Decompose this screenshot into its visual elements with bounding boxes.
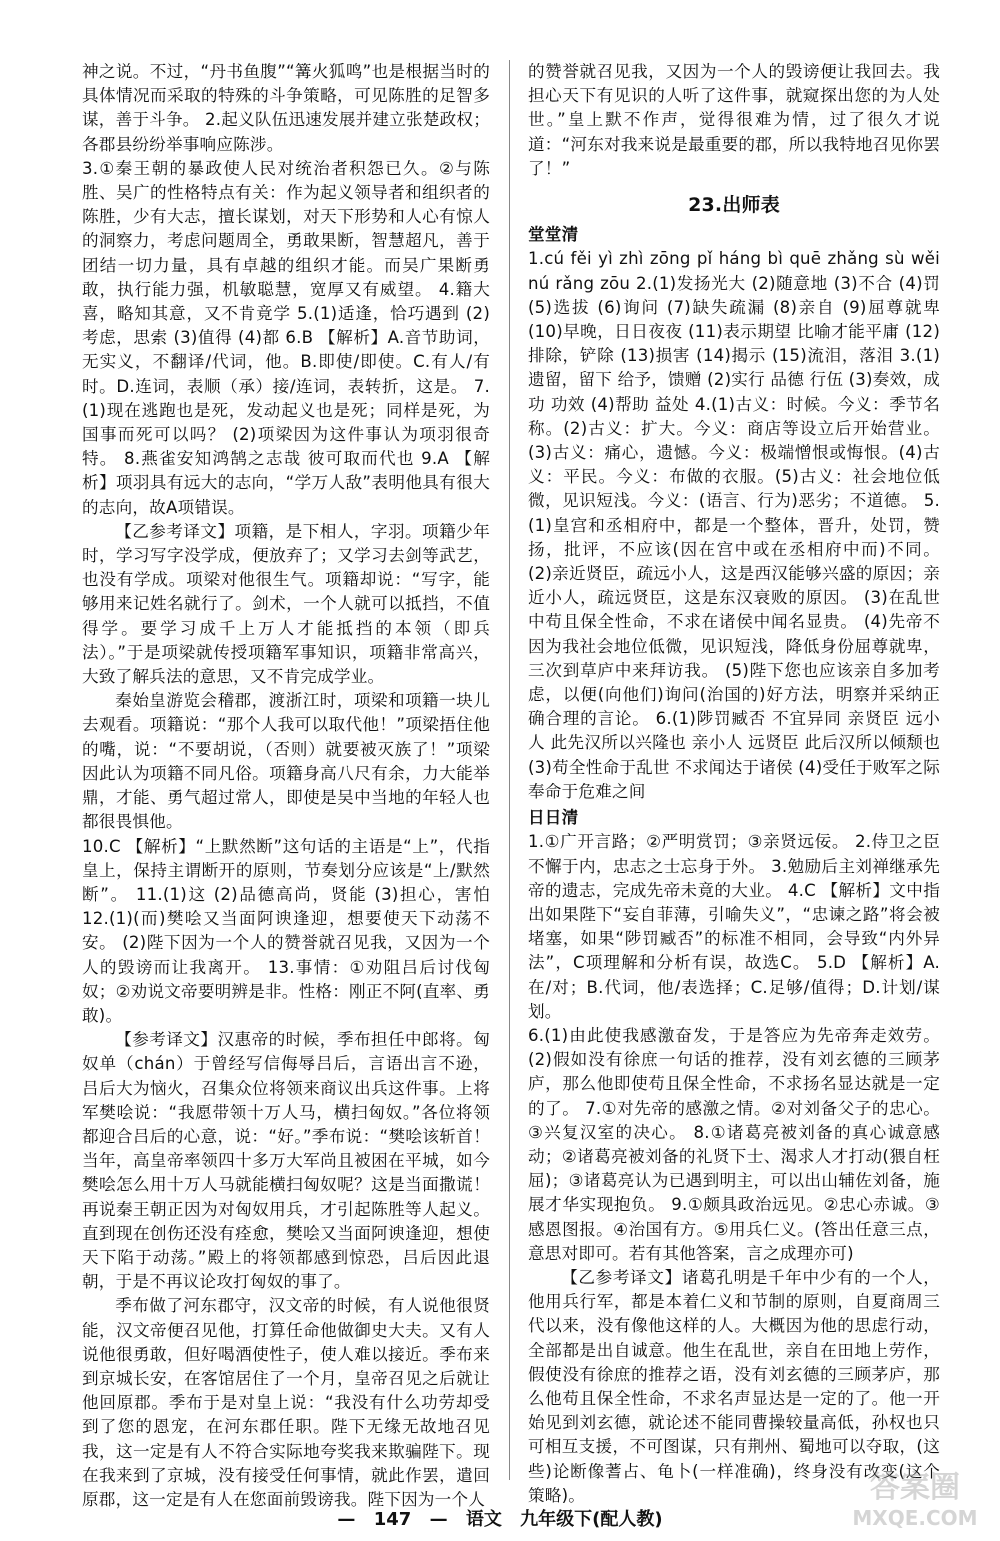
left-column <box>82 60 490 1512</box>
footer-dash: — <box>337 1509 356 1530</box>
section-paragraph: 6.(1)由此使我感激奋发，于是答应为先帝奔走效劳。 (2)假如没有徐庶一句话的推荐，没有刘玄德的三顾茅庐，那么他即使苟且保全性命，不求扬名显达就是一定的了。 7.①对先帝的感激之情。②对刘备父子的忠心。③兴复汉室的决心。 8.①诸葛亮被刘备的真心诚意感动；②诸葛亮被刘备的礼贤下士、渴求人才打动(猥自枉屈)；③诸葛亮认为已遇到明主，可以出山辅佐刘备，施展才华实现抱负。 9.①颇具政治远见。②忠心赤诚。③感恩图报。④治国有方。⑤用兵仁义。(答出任意三点，意思对即可。若有其他答案，言之成理亦可) <box>528 1025 940 1263</box>
left-paragraph: 【乙参考译文】项籍，是下相人，字羽。项籍少年时，学习写字没学成，便放弃了；又学习去剑等武艺，也没有学成。项梁对他很生气。项籍却说：“写字，能够用来记姓名就行了。剑术，一个人就可以抵挡，不值得学。要学习成千上万人才能抵挡的本领（即兵法）。”于是项梁就传授项籍军事知识，项籍非常高兴，大致了解兵法的意思，又不肯完成学业。 <box>82 521 490 687</box>
page-number: 147 <box>373 1509 412 1530</box>
watermark-logo <box>840 1461 990 1533</box>
left-paragraph: 季布做了河东郡守，汉文帝的时候，有人说他很贤能，汉文帝便召见他，打算任命他做御史大夫。又有人说他很勇敢，但好喝酒使性子，使人难以接近。季布来到京城长安，在客馆居住了一个月，皇帝召见之后就让他回原郡。季布于是对皇上说：“我没有什么功劳却受到了您的恩宠，在河东郡任职。陛下无缘无故地召见我，这一定是有人不符合实际地夸奖我来欺骗陛下。现在我来到了京城，没有接受任何事情，就此作罢，遣回原郡，这一定是有人在您面前毁谤我。陛下因为一个人 <box>82 1296 490 1509</box>
left-paragraph: 10.C 【解析】“上默然断”这句话的主语是“上”，代指皇上，保持主谓断开的原则，节奏划分应该是“上/默然断”。 11.(1)这 (2)品德高尚，贤能 (3)担心，害怕 12.(1)(而)樊哙又当面阿谀逢迎，想要使天下动荡不安。 (2)陛下因为一个人的赞誉就召见我，又因为一个人的毁谤而让我离开。 13.事情：①劝阻吕后讨伐匈奴；②劝说文帝要明辨是非。性格：刚正不阿(直率、勇敢)。 <box>82 836 491 1025</box>
lesson-title: 23.出师表 <box>688 194 780 217</box>
section-heading-ririqing: 日日清 <box>528 808 579 828</box>
left-paragraph: 3.①秦王朝的暴政使人民对统治者积怨已久。②与陈胜、吴广的性格特点有关：作为起义领导者和组织者的陈胜，少有大志，擅长谋划，对天下形势和人心有惊人的洞察力，考虑问题周全，勇敢果断，智慧超凡，善于团结一切力量，具有卓越的组织才能。而吴广果断勇敢，执行能力强，机敏聪慧，宽厚又有威望。 4.籍大喜，略知其意，又不肯竟学 5.(1)适逢，恰巧遇到 (2)考虑，思索 (3)值得 (4)都 6.B 【解析】A.音节助词，无实义，不翻译/代词，他。B.即使/即使。C.有人/有时。D.连词，表顺（承）接/连词，表转折，这是。 7.(1)现在逃跑也是死，发动起义也是死；同样是死，为国事而死可以吗？ (2)项梁因为这件事认为项羽很奇特。 8.燕雀安知鸿鹄之志哉 彼可取而代也 9.A 【解析】项羽具有远大的志向，“学万人敌”表明他具有很大的志向，故A项错误。 <box>82 158 490 517</box>
footer-dash: — <box>429 1509 448 1530</box>
watermark-logo-icon <box>840 1461 990 1533</box>
section-paragraph: 1.①广开言路；②严明赏罚；③亲贤远佞。 2.侍卫之臣不懈于内，忠志之士忘身于外。 3.勉励后主刘禅继承先帝的遗志，完成先帝未竟的大业。 4.C 【解析】文中指出如果陛下“妄自菲薄，引喻失义”，“忠谏之路”将会被堵塞，如果“陟罚臧否”的标准不相同，会导致“内外异法”，C项理解和分析有误，故选C。 5.D 【解析】A.在/对；B.代词，他/表选择；C.足够/值得；D.计划/谋划。 <box>528 832 940 1021</box>
left-paragraph: 秦始皇游览会稽郡，渡浙江时，项梁和项籍一块儿去观看。项籍说：“那个人我可以取代他！”项梁捂住他的嘴，说：“不要胡说，（否则）就要被灭族了！”项梁因此认为项籍不同凡俗。项籍身高八尺有余，力大能举鼎，才能、勇气超过常人，即使是吴中当地的年轻人也都很畏惧他。 <box>82 691 490 832</box>
footer-subject: 语文 <box>465 1509 502 1530</box>
column-divider <box>509 60 510 1480</box>
watermark-site-text: MXQE.COM <box>852 1506 978 1530</box>
left-paragraph: 【参考译文】汉惠帝的时候，季布担任中郎将。匈奴单（chán）于曾经写信侮辱吕后，言语出言不逊，吕后大为恼火，召集众位将领来商议出兵这件事。上将军樊哙说：“我愿带领十万人马，横扫匈奴。”各位将领都迎合吕后的心意，说：“好。”季布说：“樊哙该斩首！当年，高皇帝率领四十多万大军尚且被困在平城，如今樊哙怎么用十万人马就能横扫匈奴呢？这是当面撒谎！再说秦王朝正因为对匈奴用兵，才引起陈胜等人起义。直到现在创伤还没有痊愈，樊哙又当面阿谀逢迎，想使天下陷于动荡。”殿上的将领都感到惊恐，吕后因此退朝，于是不再议论攻打匈奴的事了。 <box>82 1030 490 1292</box>
right-column <box>528 60 940 1508</box>
section-heading-tangtangqing: 堂堂清 <box>528 225 579 245</box>
translation-paragraph: 【乙参考译文】诸葛孔明是千年中少有的一个人，他用兵行军，都是本着仁义和节制的原则，自夏商周三代以来，没有像他这样的人。大概因为他的思虑行动，全部都是出自诚意。他生在乱世，亲自在田地上劳作，假使没有徐庶的推荐之语，没有刘玄德的三顾茅庐，那么他苟且保全性命，不求名声显达是一定的了。他一开始见到刘玄德，就论述不能同曹操较量高低，孙权也只可相互支援，不可图谋，只有荆州、蜀地可以夺取，(这些)论断像蓍占、龟卜(一样准确)，终身没有改变(这个策略)。 <box>528 1267 940 1505</box>
left-paragraph: 神之说。不过，“丹书鱼腹”“篝火狐鸣”也是根据当时的具体情况而采取的特殊的斗争策略，可见陈胜的足智多谋，善于斗争。 2.起义队伍迅速发展并建立张楚政权；各郡县纷纷举事响应陈涉。 <box>82 62 490 154</box>
watermark-logo-text: 答案圈 <box>870 1470 960 1505</box>
section-paragraph: 1.cú fěi yì zhì zōng pǐ háng bì quē zhǎng sù wěi nú rǎng zōu 2.(1)发扬光大 (2)随意地 (3)不合 (4)罚 (5)选拔 (6)询问 (7)缺失疏漏 (8)亲自 (9)屈尊就卑 (10)早晚，日日夜夜 (11)表示期望 比喻才能平庸 (12)排除，铲除 (13)损害 (14)揭示 (15)流泪，落泪 3.(1)遗留，留下 给予，馈赠 (2)实行 品德 行伍 (3)奏效，成功 功效 (4)帮助 益处 4.(1)古义：时候。今义：季节名称。(2)古义：扩大。今义：商店等设立后开始营业。(3)古义：痛心，遗憾。今义：极端憎恨或悔恨。(4)古义：平民。今义：布做的衣服。(5)古义：社会地位低微，见识短浅。今义：(语言、行为)恶劣；不道德。 5.(1)皇宫和丞相府中，都是一个整体，晋升，处罚，赞扬，批评，不应该(因在宫中或在丞相府中而)不同。 (2)亲近贤臣，疏远小人，这是西汉能够兴盛的原因；亲近小人，疏远贤臣，这是东汉衰败的原因。 (3)在乱世中苟且保全性命，不求在诸侯中闻名显贵。 (4)先帝不因为我社会地位低微，见识短浅，降低身份屈尊就卑，三次到草庐中来拜访我。 (5)陛下您也应该亲自多加考虑，以便(向他们)询问(治国的)好方法，明察并采纳正确合理的言论。 6.(1)陟罚臧否 不宜异同 亲贤臣 远小人 此先汉所以兴隆也 亲小人 远贤臣 此后汉所以倾颓也 (3)苟全性命于乱世 不求闻达于诸侯 (4)受任于败军之际 奉命于危难之间 <box>528 249 940 801</box>
footer-grade: 九年级下(配人教) <box>520 1509 663 1530</box>
right-column-continuation: 的赞誉就召见我，又因为一个人的毁谤便让我回去。我担心天下有见识的人听了这件事，就窥探出您的为人处世。”皇上默不作声，觉得很难为情，过了很久才说道：“河东对我来说是最重要的郡，所以我特地召见你罢了！” <box>528 62 940 178</box>
